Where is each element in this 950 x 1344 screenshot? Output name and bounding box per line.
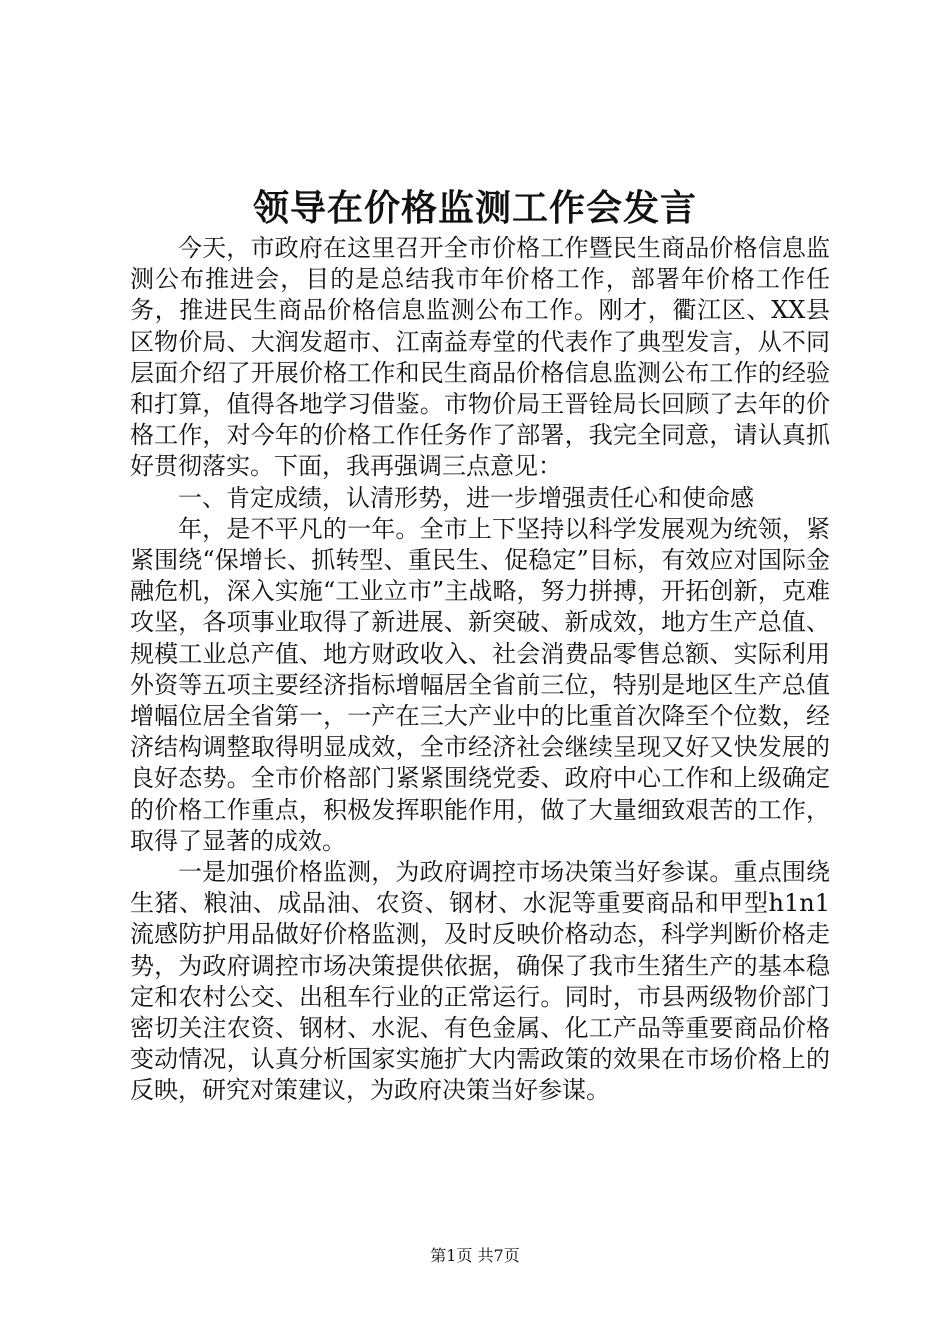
paragraph-intro: 今天，市政府在这里召开全市价格工作暨民生商品价格信息监测公布推进会，目的是总结我市年价格工作，部署年价格工作任务，推进民生商品价格信息监测公布工作。刚才，衢江区、XX县区物价局、大润发超市、江南益寿堂的代表作了典型发言，从不同层面介绍了开展价格工作和民生商品价格信息监测公布工作的经验和打算，值得各地学习借鉴。市物价局王晋铨局长回顾了去年的价格工作，对今年的价格工作任务作了部署，我完全同意，请认真抓好贯彻落实。下面，我再强调三点意见： xyxy=(130,234,830,481)
page-number-footer: 第1页 共7页 xyxy=(430,1246,520,1265)
paragraph-price-monitoring: 一是加强价格监测，为政府调控市场决策当好参谋。重点围绕生猪、粮油、成品油、农资、钢材、水泥等重要商品和甲型h1n1流感防护用品做好价格监测，及时反映价格动态，科学判断价格走势，为政府调控市场决策提供依据，确保了我市生猪生产的基本稳定和农村公交、出租车行业的正常运行。同时，市县两级物价部门密切关注农资、钢材、水泥、有色金属、化工产品等重要商品价格变动情况，认真分析国家实施扩大内需政策的效果在市场价格上的反映，研究对策建议，为政府决策当好参谋。 xyxy=(130,858,830,1105)
document-body xyxy=(130,233,830,1107)
document-title: 领导在价格监测工作会发言 xyxy=(252,187,697,229)
paragraph-achievements: 年，是不平凡的一年。全市上下坚持以科学发展观为统领，紧紧围绕“保增长、抓转型、重民生、促稳定”目标，有效应对国际金融危机，深入实施“工业立市”主战略，努力拼搏，开拓创新，克难攻坚，各项事业取得了新进展、新突破、新成效，地方生产总值、规模工业总产值、地方财政收入、社会消费品零售总额、实际利用外资等五项主要经济指标增幅居全省前三位，特别是地区生产总值增幅位居全省第一，一产在三大产业中的比重首次降至个位数，经济结构调整取得明显成效，全市经济社会继续呈现又好又快发展的良好态势。全市价格部门紧紧围绕党委、政府中心工作和上级确定的价格工作重点，积极发挥职能作用，做了大量细致艰苦的工作，取得了显著的成效。 xyxy=(130,514,830,855)
section-heading-1: 一、肯定成绩，认清形势，进一步增强责任心和使命感 xyxy=(178,483,754,512)
